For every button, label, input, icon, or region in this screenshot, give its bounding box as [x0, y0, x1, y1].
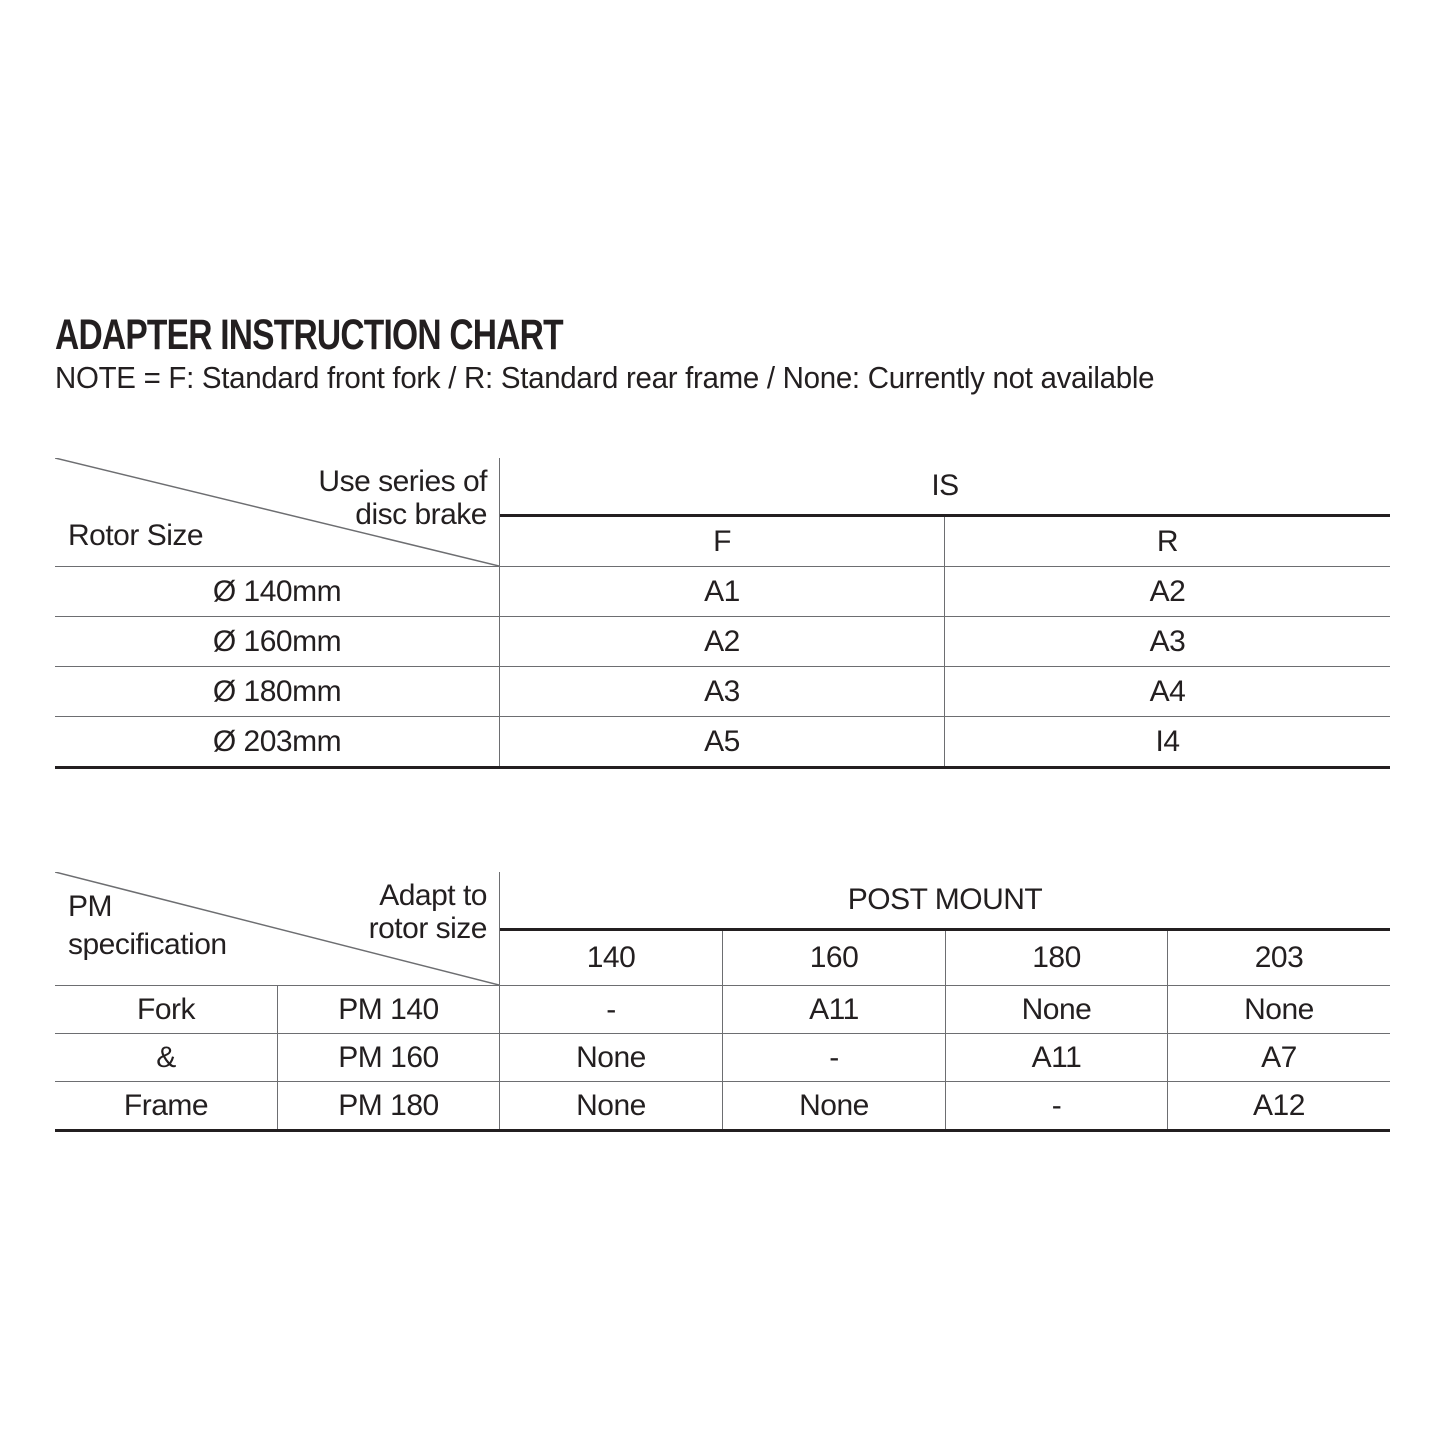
- post-mount-group-header: POST MOUNT: [500, 872, 1390, 931]
- spec-cell: PM 140: [278, 985, 500, 1033]
- value-cell-f: A3: [500, 666, 945, 716]
- col-header-f: F: [500, 517, 945, 566]
- is-table: [55, 458, 1390, 769]
- value-cell-180: A11: [945, 1033, 1167, 1081]
- corner-axis-left-label: Rotor Size: [68, 519, 204, 552]
- value-cell-180: None: [945, 985, 1167, 1033]
- col-header-180: 180: [945, 931, 1167, 985]
- pm-corner-cell: [55, 872, 500, 985]
- rotor-size-cell: Ø 160mm: [55, 616, 500, 666]
- value-cell-160: A11: [722, 985, 945, 1033]
- pm-table: [55, 872, 1390, 1132]
- corner-axis-left-label: PM specification: [68, 890, 227, 961]
- value-cell-180: -: [945, 1081, 1167, 1129]
- value-cell-f: A1: [500, 566, 945, 616]
- corner-axis-top-label: Use series of disc brake: [318, 465, 487, 531]
- value-cell-r: A4: [945, 666, 1390, 716]
- rotor-size-cell: Ø 140mm: [55, 566, 500, 616]
- col-header-203: 203: [1167, 931, 1390, 985]
- spec-cell: PM 180: [278, 1081, 500, 1129]
- value-cell-203: None: [1167, 985, 1390, 1033]
- rotor-size-cell: Ø 203mm: [55, 716, 500, 766]
- value-cell-140: -: [500, 985, 722, 1033]
- is-group-header: IS: [500, 458, 1390, 517]
- col-header-r: R: [1156, 524, 1179, 558]
- value-cell-r: A2: [945, 566, 1390, 616]
- group-label-cell: &: [55, 1033, 278, 1081]
- value-cell-140: None: [500, 1033, 722, 1081]
- value-cell-160: None: [722, 1081, 945, 1129]
- group-label-cell: Fork: [55, 985, 278, 1033]
- value-cell-203: A7: [1167, 1033, 1390, 1081]
- group-label-cell: Frame: [55, 1081, 278, 1129]
- value-cell-r: I4: [945, 716, 1390, 766]
- value-cell-f: A5: [500, 716, 945, 766]
- note-text: NOTE = F: Standard front fork / R: Standard rear frame / None: Currently not available: [55, 360, 1155, 395]
- page-title: ADAPTER INSTRUCTION CHART: [55, 311, 563, 359]
- value-cell-160: -: [722, 1033, 945, 1081]
- value-cell-r: A3: [945, 616, 1390, 666]
- spec-cell: PM 160: [278, 1033, 500, 1081]
- rotor-size-cell: Ø 180mm: [55, 666, 500, 716]
- value-cell-203: A12: [1167, 1081, 1390, 1129]
- value-cell-f: A2: [500, 616, 945, 666]
- col-header-160: 160: [722, 931, 945, 985]
- value-cell-140: None: [500, 1081, 722, 1129]
- col-header-140: 140: [586, 941, 636, 974]
- is-corner-cell: [55, 458, 500, 566]
- corner-axis-top-label: Adapt to rotor size: [368, 879, 487, 945]
